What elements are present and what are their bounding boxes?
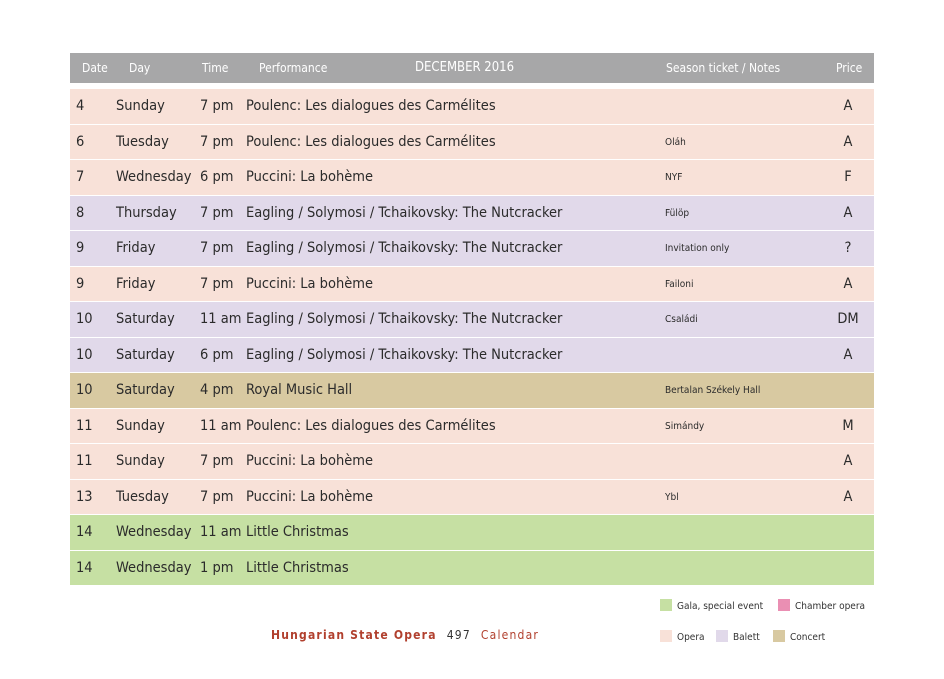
table-header bbox=[70, 53, 874, 83]
header-day: Day bbox=[129, 61, 151, 75]
header-performance: Performance bbox=[259, 61, 328, 75]
table-row bbox=[70, 515, 874, 551]
cell-time: 7 pm bbox=[200, 240, 234, 256]
cell-note: Bertalan Székely Hall bbox=[665, 385, 761, 396]
cell-performance: Puccini: La bohème bbox=[246, 169, 373, 185]
cell-date: 10 bbox=[76, 346, 93, 363]
cell-note: NYF bbox=[665, 172, 683, 183]
cell-date: 9 bbox=[76, 240, 85, 256]
cell-time: 6 pm bbox=[200, 169, 234, 185]
cell-time: 7 pm bbox=[200, 275, 234, 292]
page-number: 497 bbox=[446, 628, 471, 642]
publisher-name: Hungarian State Opera bbox=[271, 628, 437, 642]
legend-opera: Opera bbox=[660, 630, 705, 643]
cell-day: Tuesday bbox=[116, 488, 169, 505]
table-row bbox=[70, 160, 874, 196]
cell-time: 7 pm bbox=[200, 453, 234, 469]
cell-price: A bbox=[843, 488, 853, 505]
header-time: Time bbox=[202, 61, 229, 75]
cell-day: Thursday bbox=[116, 204, 177, 221]
gala-swatch-icon bbox=[660, 599, 672, 611]
cell-performance: Royal Music Hall bbox=[246, 382, 353, 398]
cell-performance: Little Christmas bbox=[246, 524, 349, 540]
cell-performance: Puccini: La bohème bbox=[246, 488, 373, 505]
cell-day: Friday bbox=[116, 240, 156, 256]
cell-performance: Poulenc: Les dialogues des Carmélites bbox=[246, 98, 496, 114]
cell-day: Tuesday bbox=[116, 133, 169, 150]
opera-swatch-icon bbox=[660, 630, 672, 642]
cell-performance: Puccini: La bohème bbox=[246, 275, 373, 292]
cell-day: Wednesday bbox=[116, 169, 192, 185]
chamber-swatch-icon bbox=[778, 599, 790, 611]
cell-note: Invitation only bbox=[665, 243, 730, 254]
cell-time: 11 am bbox=[200, 524, 242, 540]
table-row bbox=[70, 125, 874, 161]
table-body bbox=[70, 89, 874, 586]
cell-date: 4 bbox=[76, 98, 85, 114]
cell-date: 10 bbox=[76, 311, 93, 327]
cell-price: A bbox=[843, 98, 853, 114]
header-date: Date bbox=[82, 61, 108, 75]
cell-price: DM bbox=[837, 311, 859, 327]
table-row bbox=[70, 89, 874, 125]
cell-performance: Eagling / Solymosi / Tchaikovsky: The Nutcracker bbox=[246, 346, 563, 363]
cell-performance: Little Christmas bbox=[246, 559, 349, 576]
concert-swatch-icon bbox=[773, 630, 785, 642]
cell-time: 7 pm bbox=[200, 204, 234, 221]
cell-price: A bbox=[843, 453, 853, 469]
cell-day: Saturday bbox=[116, 382, 175, 398]
page-footer bbox=[271, 628, 539, 642]
table-row bbox=[70, 231, 874, 267]
cell-date: 8 bbox=[76, 204, 85, 221]
cell-date: 7 bbox=[76, 169, 85, 185]
legend-concert: Concert bbox=[773, 630, 825, 643]
cell-date: 10 bbox=[76, 382, 93, 398]
cell-performance: Eagling / Solymosi / Tchaikovsky: The Nutcracker bbox=[246, 240, 563, 256]
cell-performance: Eagling / Solymosi / Tchaikovsky: The Nutcracker bbox=[246, 204, 563, 221]
cell-note: Oláh bbox=[665, 136, 686, 148]
cell-price: ? bbox=[844, 240, 852, 256]
header-month: DECEMBER 2016 bbox=[415, 60, 515, 75]
cell-time: 7 pm bbox=[200, 133, 234, 150]
cell-time: 11 am bbox=[200, 417, 242, 434]
table-row bbox=[70, 409, 874, 445]
cell-time: 7 pm bbox=[200, 98, 234, 114]
cell-date: 14 bbox=[76, 559, 93, 576]
cell-performance: Eagling / Solymosi / Tchaikovsky: The Nutcracker bbox=[246, 311, 563, 327]
table-row bbox=[70, 480, 874, 516]
cell-date: 9 bbox=[76, 275, 85, 292]
cell-price: F bbox=[844, 169, 852, 185]
cell-date: 14 bbox=[76, 524, 93, 540]
cell-time: 1 pm bbox=[200, 559, 234, 576]
balett-swatch-icon bbox=[716, 630, 728, 642]
cell-price: A bbox=[843, 346, 853, 363]
cell-day: Saturday bbox=[116, 311, 175, 327]
legend-chamber: Chamber opera bbox=[778, 599, 865, 612]
section-name: Calendar bbox=[480, 628, 540, 642]
cell-day: Saturday bbox=[116, 346, 175, 363]
cell-price: A bbox=[843, 204, 853, 221]
header-notes: Season ticket / Notes bbox=[666, 61, 781, 75]
cell-time: 7 pm bbox=[200, 488, 234, 505]
table-row bbox=[70, 551, 874, 587]
cell-note: Failoni bbox=[665, 278, 694, 290]
table-row bbox=[70, 373, 874, 409]
cell-note: Fülöp bbox=[665, 207, 690, 219]
cell-day: Sunday bbox=[116, 417, 165, 434]
header-price: Price bbox=[836, 61, 863, 75]
cell-performance: Poulenc: Les dialogues des Carmélites bbox=[246, 133, 496, 150]
cell-time: 11 am bbox=[200, 311, 242, 327]
cell-price: A bbox=[843, 133, 853, 150]
cell-date: 13 bbox=[76, 488, 93, 505]
cell-day: Friday bbox=[116, 275, 156, 292]
cell-date: 6 bbox=[76, 133, 85, 150]
cell-date: 11 bbox=[76, 453, 93, 469]
cell-day: Sunday bbox=[116, 453, 165, 469]
cell-day: Sunday bbox=[116, 98, 165, 114]
table-row bbox=[70, 267, 874, 303]
cell-performance: Puccini: La bohème bbox=[246, 453, 373, 469]
table-row bbox=[70, 196, 874, 232]
cell-time: 6 pm bbox=[200, 346, 234, 363]
legend-gala: Gala, special event bbox=[660, 599, 763, 612]
legend-balett: Balett bbox=[716, 630, 760, 643]
cell-price: A bbox=[843, 275, 853, 292]
cell-time: 4 pm bbox=[200, 382, 234, 398]
cell-note: Simándy bbox=[665, 420, 705, 432]
cell-day: Wednesday bbox=[116, 559, 192, 576]
table-row bbox=[70, 302, 874, 338]
cell-note: Családi bbox=[665, 314, 698, 325]
calendar-table bbox=[70, 53, 874, 586]
cell-day: Wednesday bbox=[116, 524, 192, 540]
cell-note: Ybl bbox=[665, 491, 679, 503]
cell-price: M bbox=[842, 417, 854, 434]
table-row bbox=[70, 444, 874, 480]
cell-performance: Poulenc: Les dialogues des Carmélites bbox=[246, 417, 496, 434]
cell-date: 11 bbox=[76, 417, 93, 434]
table-row bbox=[70, 338, 874, 374]
